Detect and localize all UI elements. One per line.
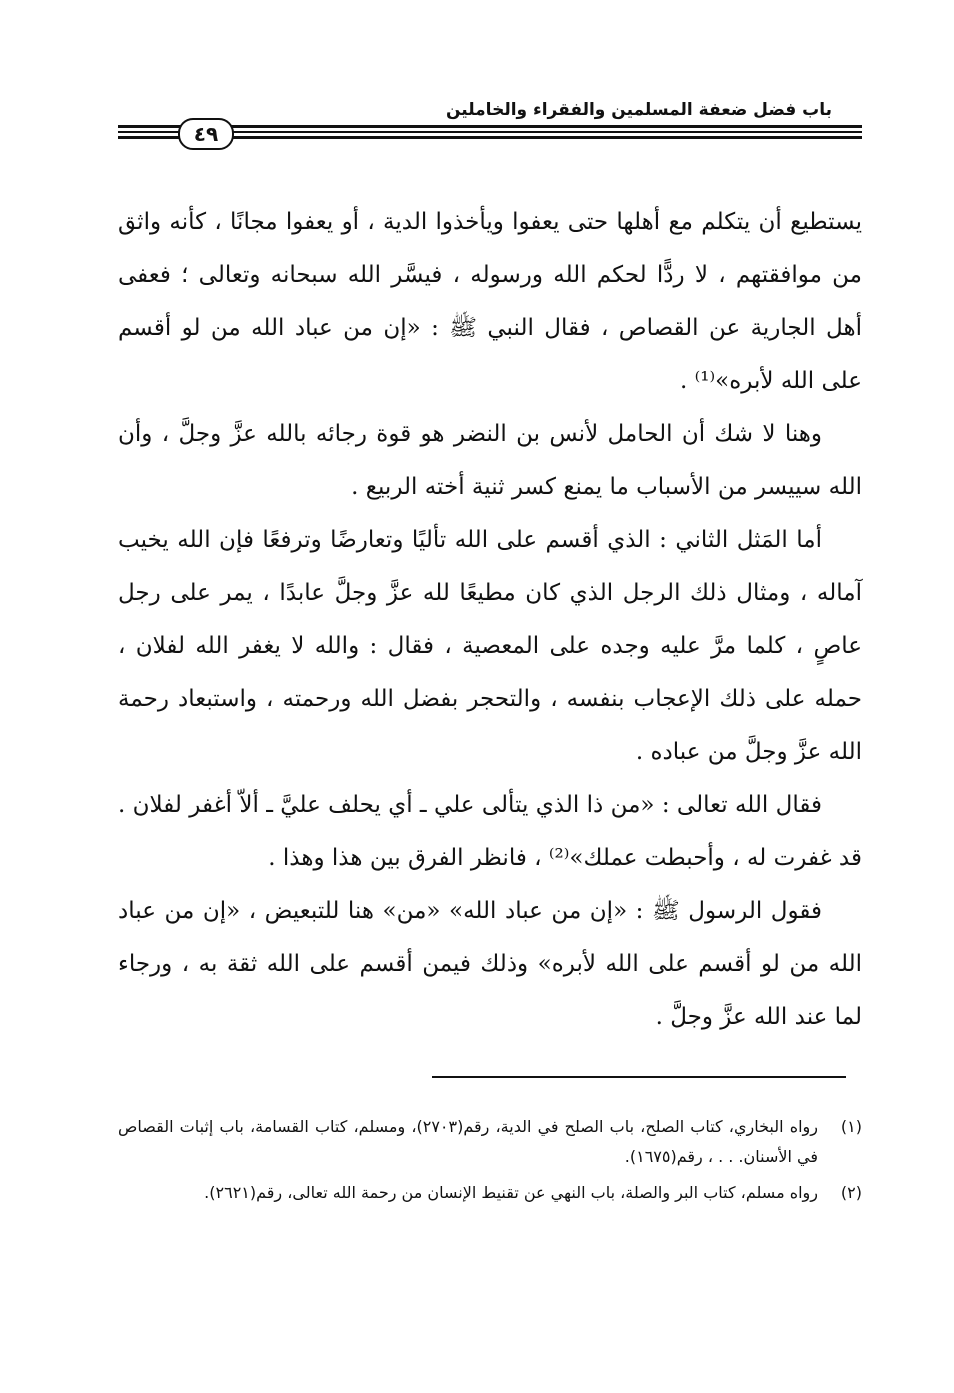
paragraph-4: فقال الله تعالى : «من ذا الذي يتألى علي ـ أي يحلف عليَّ ـ ألاّ أغفر لفلان . قد غفرت له ، وأحبطت عملك»⁽²⁾ ، فانظر الفرق بين هذا وهذا . xyxy=(118,792,862,871)
footnote-text: رواه مسلم، كتاب البر والصلة، باب النهي عن تقنيط الإنسان من رحمة الله تعالى، رقم(٢٦٢١). xyxy=(204,1183,818,1202)
footnote-2 xyxy=(118,1178,862,1208)
footnote-rule xyxy=(432,1076,846,1078)
footnote-text: رواه البخاري، كتاب الصلح، باب الصلح في الدية، رقم(٢٧٠٣)، ومسلم، كتاب القسامة، باب إثبات القصاص في الأسنان. . . ، رقم(١٦٧٥). xyxy=(118,1117,818,1166)
footnotes xyxy=(118,1112,862,1214)
footnote-mark: (١) xyxy=(840,1117,862,1136)
running-header-title: باب فضل ضعفة المسلمين والفقراء والخاملين xyxy=(445,100,832,120)
footnote-1 xyxy=(118,1112,862,1172)
body-text xyxy=(118,196,862,1044)
footnote-mark: (٢) xyxy=(840,1183,862,1202)
paragraph-3: أما المَثل الثاني : الذي أقسم على الله تأليًا وتعارضًا وترفعًا فإن الله يخيب آماله ، ومثال ذلك الرجل الذي كان مطيعًا لله عزَّ وجلَّ عابدًا ، يمر على رجل عاصٍ ، كلما مرَّ عليه وجده على المعصية ، فقال : والله لا يغفر الله لفلان ، حمله على ذلك الإعجاب بنفسه ، والتحجر بفضل الله ورحمته ، واستبعاد رحمة الله عزَّ وجلَّ من عباده . xyxy=(118,527,862,765)
paragraph-5: فقول الرسول ﷺ : «إن من عباد الله» «من» هنا للتبعيض ، «إن من عباد الله من لو أقسم على الله لأبره» وذلك فيمن أقسم على الله ثقة به ، ورجاء لما عند الله عزَّ وجلَّ . xyxy=(118,898,862,1030)
page-number: ٤٩ xyxy=(178,118,234,150)
paragraph-1: يستطيع أن يتكلم مع أهلها حتى يعفوا ويأخذوا الدية ، أو يعفوا مجانًا ، كأنه واثق من موافقتهم ، لا ردًّا لحكم الله ورسوله ، فيسَّر الله سبحانه وتعالى ؛ فعفى أهل الجارية عن القصاص ، فقال النبي ﷺ : «إن من عباد الله من لو أقسم على الله لأبره»⁽¹⁾ . xyxy=(118,209,862,394)
paragraph-2: وهنا لا شك أن الحامل لأنس بن النضر هو قوة رجائه بالله عزَّ وجلَّ ، وأن الله سييسر من الأسباب ما يمنع كسر ثنية أخته الربيع . xyxy=(118,421,862,500)
